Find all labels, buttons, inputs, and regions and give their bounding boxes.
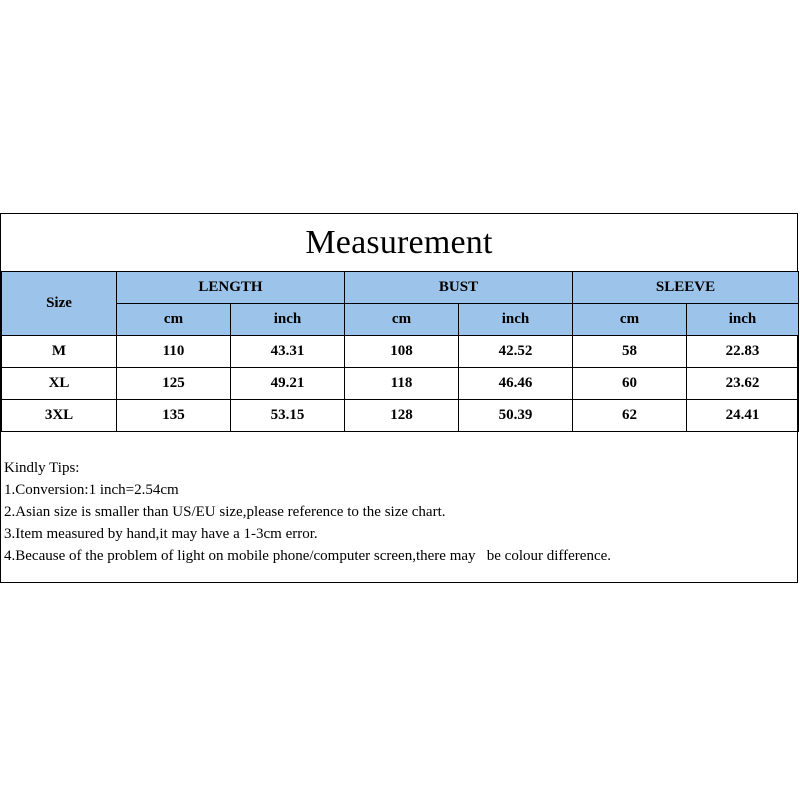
- table-row: [2, 336, 799, 368]
- unit-header: inch: [231, 304, 345, 336]
- size-table: [1, 271, 799, 432]
- unit-header: inch: [687, 304, 799, 336]
- table-cell: 125: [117, 368, 231, 400]
- tip-item: 2.Asian size is smaller than US/EU size,please reference to the size chart.: [4, 504, 446, 520]
- table-header-row: [2, 272, 799, 304]
- size-cell: 3XL: [2, 400, 117, 432]
- tips-section: [4, 457, 611, 567]
- tip-item: 1.Conversion:1 inch=2.54cm: [4, 482, 179, 498]
- sleeve-group-header: SLEEVE: [573, 272, 799, 304]
- table-unit-row: [2, 304, 799, 336]
- tips-heading: Kindly Tips:: [4, 460, 80, 476]
- table-cell: 46.46: [459, 368, 573, 400]
- size-cell: M: [2, 336, 117, 368]
- table-cell: 43.31: [231, 336, 345, 368]
- length-group-header: LENGTH: [117, 272, 345, 304]
- table-cell: 135: [117, 400, 231, 432]
- unit-header: cm: [573, 304, 687, 336]
- table-row: [2, 400, 799, 432]
- table-cell: 60: [573, 368, 687, 400]
- table-cell: 49.21: [231, 368, 345, 400]
- size-cell: XL: [2, 368, 117, 400]
- table-cell: 42.52: [459, 336, 573, 368]
- table-cell: 23.62: [687, 368, 799, 400]
- table-cell: 128: [345, 400, 459, 432]
- table-cell: 58: [573, 336, 687, 368]
- unit-header: cm: [345, 304, 459, 336]
- table-cell: 62: [573, 400, 687, 432]
- size-column-header: Size: [2, 272, 117, 336]
- table-row: [2, 368, 799, 400]
- tip-item: 4.Because of the problem of light on mobile phone/computer screen,there may be colour difference.: [4, 548, 612, 564]
- table-cell: 118: [345, 368, 459, 400]
- table-cell: 50.39: [459, 400, 573, 432]
- table-cell: 110: [117, 336, 231, 368]
- table-cell: 24.41: [687, 400, 799, 432]
- bust-group-header: BUST: [345, 272, 573, 304]
- unit-header: inch: [459, 304, 573, 336]
- page-title: Measurement: [305, 223, 493, 261]
- size-chart-card: [0, 213, 798, 583]
- table-cell: 108: [345, 336, 459, 368]
- table-cell: 53.15: [231, 400, 345, 432]
- tip-item: 3.Item measured by hand,it may have a 1-3cm error.: [4, 526, 318, 542]
- table-cell: 22.83: [687, 336, 799, 368]
- unit-header: cm: [117, 304, 231, 336]
